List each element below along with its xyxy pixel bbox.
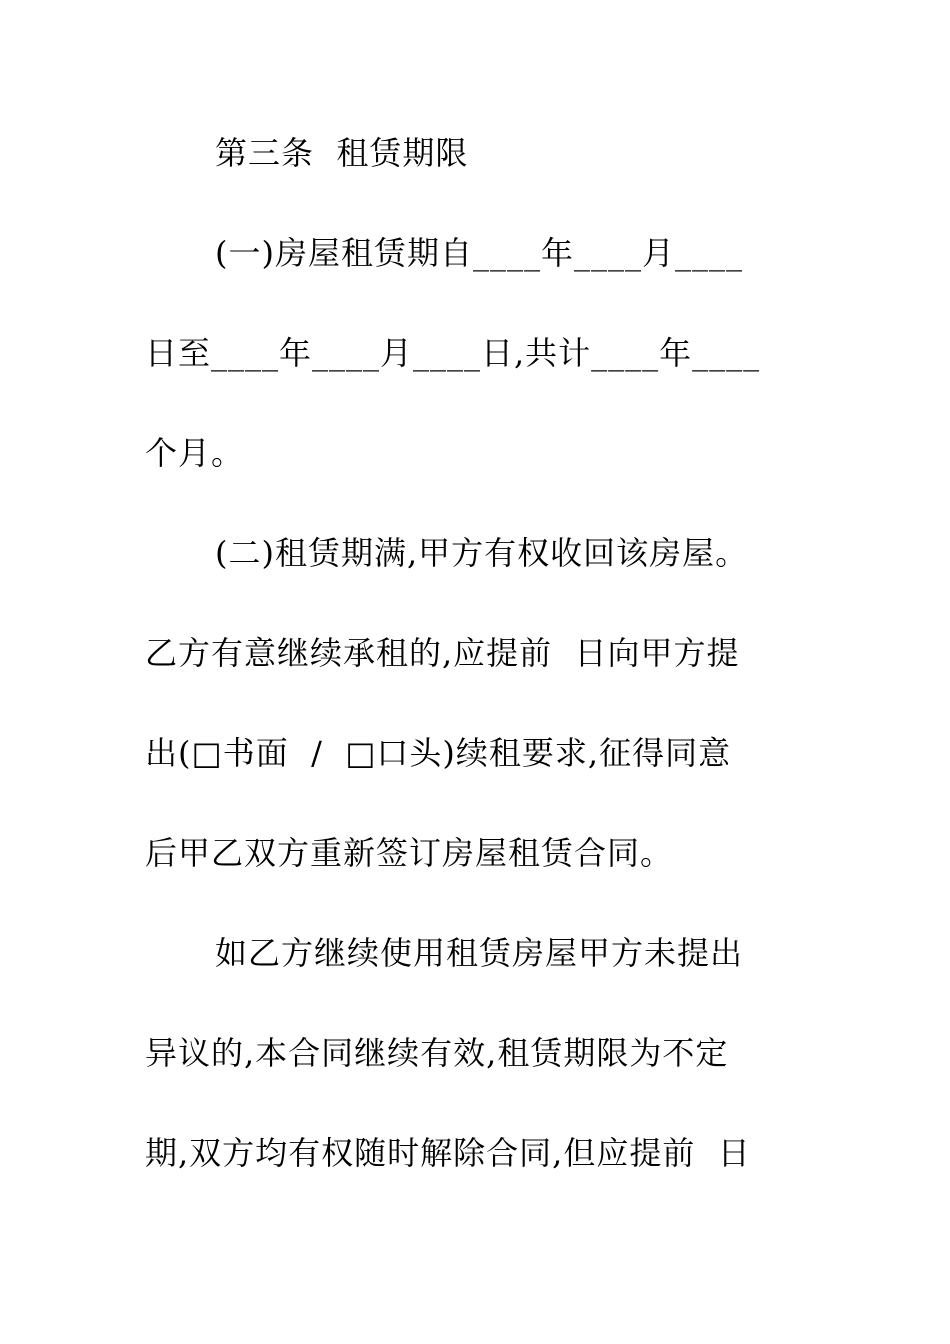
paragraph-line: 期,双方均有权随时解除合同,但应提前 日 — [145, 1134, 751, 1172]
paragraph-line: 日至____年____月____日,共计____年____ — [145, 334, 761, 372]
paragraph-line: 个月。 — [145, 434, 245, 472]
paragraph-line: 异议的,本合同继续有效,租赁期限为不定 — [145, 1034, 729, 1072]
paragraph-line: 乙方有意继续承租的,应提前 日向甲方提 — [145, 634, 740, 672]
paragraph-line: 后甲乙双方重新签订房屋租赁合同。 — [145, 834, 674, 872]
paragraph-line: (一)房屋租赁期自____年____月____ — [215, 234, 743, 272]
article-heading: 第三条 租赁期限 — [215, 134, 469, 172]
paragraph-line: (二)租赁期满,甲方有权收回该房屋。 — [215, 534, 749, 572]
paragraph-line: 出(□书面 / □口头)续租要求,征得同意 — [145, 734, 732, 772]
paragraph-line: 如乙方继续使用租赁房屋甲方未提出 — [215, 934, 744, 972]
